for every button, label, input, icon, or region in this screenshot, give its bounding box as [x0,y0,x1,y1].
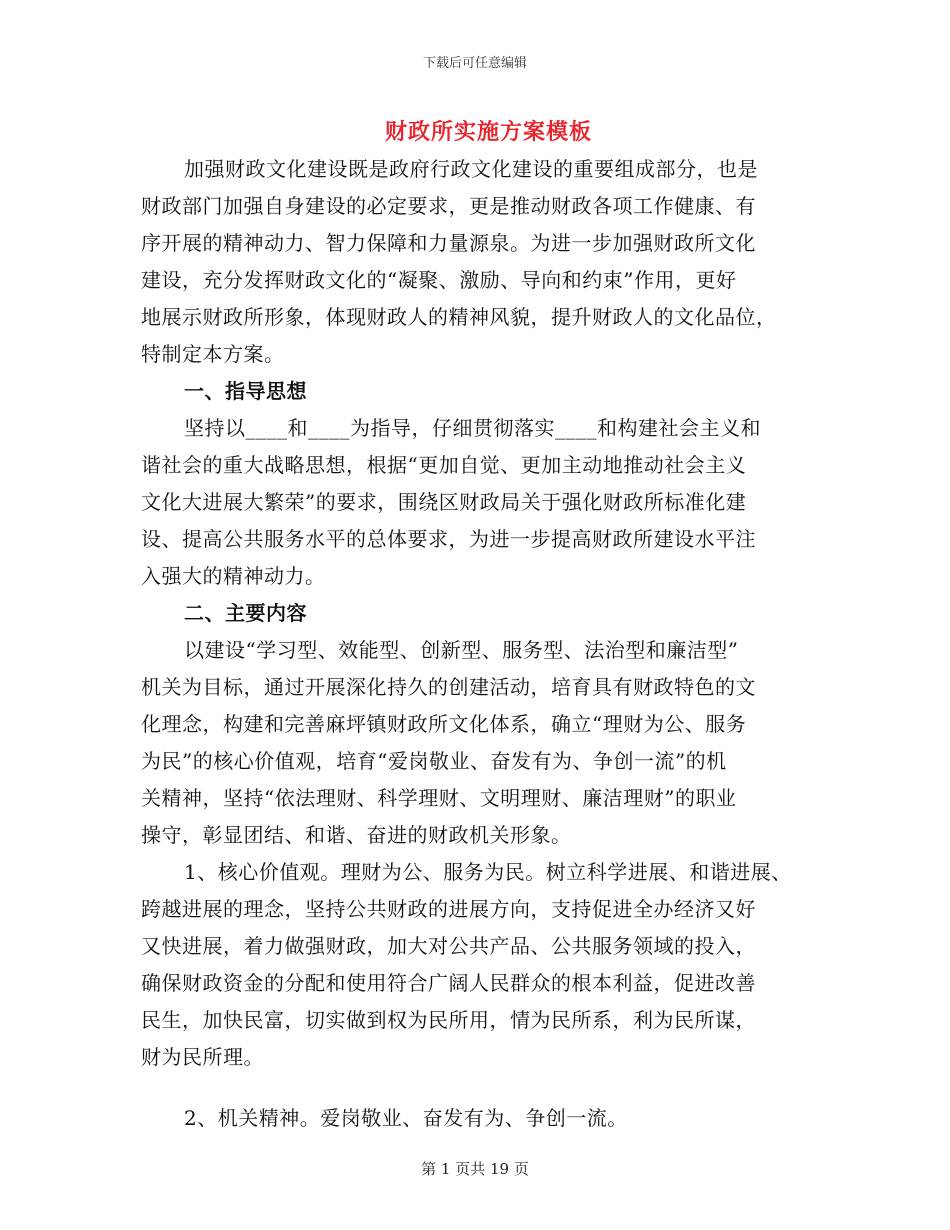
paragraph-line: 为民”的核心价值观，培育“爱岗敬业、奋发有为、争创一流”的机 [141,749,727,773]
paragraph-line: 建设，充分发挥财政文化的“凝聚、激励、导向和约束”作用，更好 [141,268,737,292]
paragraph-line: 谐社会的重大战略思想，根据“更加自觉、更加主动地推动社会主义 [141,453,747,477]
page-footer: 第 1 页共 19 页 [421,1160,529,1178]
paragraph-line: 跨越进展的理念，坚持公共财政的进展方向，支持促进全办经济又好 [141,897,756,921]
paragraph-line: 1、核心价值观。理财为公、服务为民。树立科学进展、和谐进展、 [184,860,792,884]
header-note: 下载后可任意编辑 [422,56,527,71]
paragraph-line: 化理念，构建和完善麻坪镇财政所文化体系，确立“理财为公、服务 [141,712,747,736]
paragraph-line: 设、提高公共服务水平的总体要求，为进一步提高财政所建设水平注 [141,527,756,551]
paragraph-line: 坚持以____和____为指导，仔细贯彻落实____和构建社会主义和 [184,416,761,440]
paragraph-line: 文化大进展大繁荣”的要求，围绕区财政局关于强化财政所标准化建 [141,490,747,514]
paragraph-line: 特制定本方案。 [141,342,285,366]
paragraph-line: 财政部门加强自身建设的必定要求，更是推动财政各项工作健康、有 [141,194,756,218]
paragraph-line: 财为民所理。 [141,1045,264,1069]
paragraph-line: 加强财政文化建设既是政府行政文化建设的重要组成部分，也是 [184,157,758,181]
section-heading: 二、主要内容 [184,601,307,625]
paragraph-line: 又快进展，着力做强财政，加大对公共产品、公共服务领域的投入， [141,934,756,958]
paragraph-line: 地展示财政所形象，体现财政人的精神风貌，提升财政人的文化品位， [141,305,777,329]
paragraph-line: 入强大的精神动力。 [141,564,326,588]
paragraph-gap [141,1076,821,1100]
paragraph-line: 民生，加快民富，切实做到权为民所用，情为民所系，利为民所谋， [141,1008,756,1032]
document-body [141,151,821,1137]
document-title: 财政所实施方案模板 [385,119,593,145]
paragraph-line: 操守，彰显团结、和谐、奋进的财政机关形象。 [141,823,572,847]
paragraph-line: 序开展的精神动力、智力保障和力量源泉。为进一步加强财政所文化 [141,231,756,255]
paragraph-line: 机关为目标，通过开展深化持久的创建活动，培育具有财政特色的文 [141,675,756,699]
paragraph-line: 以建设“学习型、效能型、创新型、服务型、法治型和廉洁型” [184,638,739,662]
section-heading: 一、指导思想 [184,379,307,403]
paragraph-line: 2、机关精神。爱岗敬业、奋发有为、争创一流。 [184,1106,628,1130]
paragraph-line: 确保财政资金的分配和使用符合广阔人民群众的根本利益，促进改善 [141,971,756,995]
paragraph-line: 关精神，坚持“依法理财、科学理财、文明理财、廉洁理财”的职业 [141,786,737,810]
